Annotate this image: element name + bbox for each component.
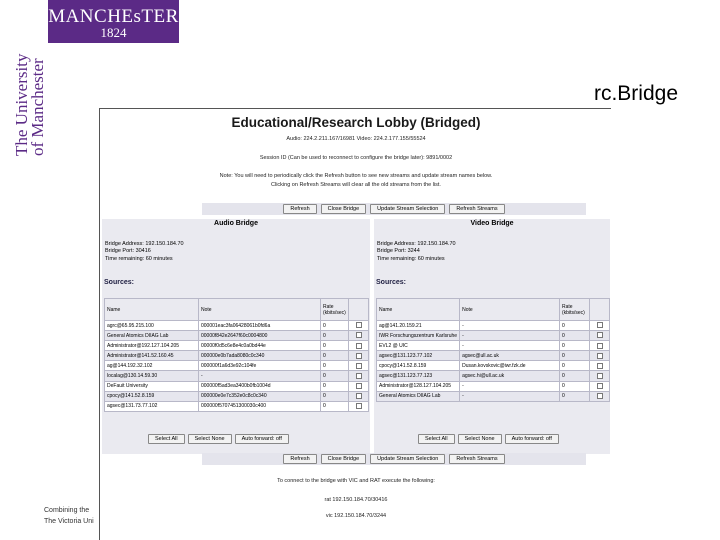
audio-source-note: - xyxy=(199,371,321,381)
audio-source-note: 000000f5ad3ea3400b0fb1004d xyxy=(199,381,321,391)
audio-source-rate: 0 xyxy=(321,401,349,411)
vertical-line-2: of Manchester xyxy=(28,58,47,156)
close-bridge-button[interactable]: Close Bridge xyxy=(321,204,367,214)
video-source-name: agsec@131.123.77.102 xyxy=(377,351,460,361)
video-source-select-cell xyxy=(590,371,610,381)
audio-auto-forward-button[interactable]: Auto forward: off xyxy=(235,434,289,444)
video-source-rate: 0 xyxy=(560,321,590,331)
logo-name: MANCHEsTER xyxy=(48,6,179,27)
audio-source-row xyxy=(105,401,369,411)
bottom-update-stream-selection-button[interactable]: Update Stream Selection xyxy=(370,454,445,464)
video-source-name: cpocy@141.52.8.159 xyxy=(377,361,460,371)
video-source-note: - xyxy=(460,321,560,331)
video-source-rate: 0 xyxy=(560,361,590,371)
audio-select-buttons xyxy=(148,434,289,444)
video-source-note: agsec@ull.ac.uk xyxy=(460,351,560,361)
stream-info: Audio: 224.2.211.167/16981 Video: 224.2.177.155/55524 xyxy=(286,136,426,142)
audio-bridge-port: Bridge Port: 30416 xyxy=(105,248,151,255)
audio-source-note: 000000e0e7c352e0c8c0c340 xyxy=(199,391,321,401)
audio-select-all-button[interactable]: Select All xyxy=(148,434,185,444)
video-bridge-panel xyxy=(374,219,610,454)
session-id: Session ID (Can be used to reconnect to configure the bridge later): 9891/0002 xyxy=(259,155,453,161)
video-source-note: - xyxy=(460,391,560,401)
connect-instructions: To connect to the bridge with VIC and RAT execute the following: xyxy=(277,478,435,484)
audio-col-select xyxy=(349,299,369,321)
audio-source-select-cell xyxy=(349,351,369,361)
audio-source-note: 000000f5707451300030c400 xyxy=(199,401,321,411)
audio-source-select-cell xyxy=(349,381,369,391)
audio-col-note: Note xyxy=(199,299,321,321)
video-source-row xyxy=(377,331,610,341)
audio-source-checkbox[interactable] xyxy=(356,403,362,409)
video-source-row xyxy=(377,391,610,401)
slide-footer xyxy=(44,505,94,527)
video-source-name: General Atomics DIIAG Lab xyxy=(377,391,460,401)
audio-source-row xyxy=(105,391,369,401)
audio-source-rate: 0 xyxy=(321,321,349,331)
video-source-note: - xyxy=(460,381,560,391)
video-source-note: - xyxy=(460,331,560,341)
video-source-checkbox[interactable] xyxy=(597,332,603,338)
video-source-select-cell xyxy=(590,341,610,351)
audio-sources-label: Sources: xyxy=(104,279,134,286)
video-source-row xyxy=(377,371,610,381)
note-line-1: Note: You will need to periodically click the Refresh button to see new streams and update stream names below. xyxy=(219,173,493,179)
audio-source-rate: 0 xyxy=(321,371,349,381)
audio-source-select-cell xyxy=(349,331,369,341)
bottom-refresh-streams-button[interactable]: Refresh Streams xyxy=(449,454,504,464)
audio-source-rate: 0 xyxy=(321,351,349,361)
audio-source-row xyxy=(105,381,369,391)
video-col-select xyxy=(590,299,610,321)
audio-source-select-cell xyxy=(349,391,369,401)
video-source-checkbox[interactable] xyxy=(597,373,603,379)
audio-source-checkbox[interactable] xyxy=(356,373,362,379)
top-button-row xyxy=(202,203,586,215)
video-source-rate: 0 xyxy=(560,391,590,401)
video-source-row xyxy=(377,351,610,361)
university-logo xyxy=(48,0,179,43)
bottom-refresh-button[interactable]: Refresh xyxy=(283,454,316,464)
video-source-rate: 0 xyxy=(560,341,590,351)
bridge-page-screenshot xyxy=(99,108,611,540)
video-bridge-address: Bridge Address: 192.150.184.70 xyxy=(377,241,456,247)
video-source-note: agsec.hi@ull.ac.uk xyxy=(460,371,560,381)
video-bridge-port: Bridge Port: 3244 xyxy=(377,248,420,255)
video-select-all-button[interactable]: Select All xyxy=(418,434,455,444)
video-source-select-cell xyxy=(590,351,610,361)
video-source-select-cell xyxy=(590,321,610,331)
video-source-select-cell xyxy=(590,361,610,371)
video-select-buttons xyxy=(418,434,559,444)
audio-source-row xyxy=(105,341,369,351)
audio-source-rate: 0 xyxy=(321,391,349,401)
video-source-checkbox[interactable] xyxy=(597,322,603,328)
audio-source-checkbox[interactable] xyxy=(356,343,362,349)
audio-source-checkbox[interactable] xyxy=(356,322,362,328)
video-source-row xyxy=(377,341,610,351)
refresh-streams-button[interactable]: Refresh Streams xyxy=(449,204,504,214)
audio-source-name: agrc@65.95.215.100 xyxy=(105,321,199,331)
audio-source-note: 00000f0d5c6e8e4c0a0bd44e xyxy=(199,341,321,351)
video-source-rate: 0 xyxy=(560,351,590,361)
audio-col-rate: Rate (kbits/sec) xyxy=(321,299,349,321)
video-source-row xyxy=(377,321,610,331)
vertical-line-1: The University xyxy=(12,53,31,156)
update-stream-selection-button[interactable]: Update Stream Selection xyxy=(370,204,445,214)
rat-command: rat 192.150.184.70/30416 xyxy=(324,497,388,503)
audio-source-rate: 0 xyxy=(321,331,349,341)
audio-source-row xyxy=(105,361,369,371)
audio-bridge-address: Bridge Address: 192.150.184.70 xyxy=(105,241,184,247)
audio-source-name: General Atomics DIIAG Lab xyxy=(105,331,199,341)
video-sources-label: Sources: xyxy=(376,279,406,286)
refresh-button[interactable]: Refresh xyxy=(283,204,316,214)
audio-source-note: 000000e0b7ada8080c0c340 xyxy=(199,351,321,361)
video-source-note: Dusan.kovskovic@iwr.fzk.de xyxy=(460,361,560,371)
audio-source-select-cell xyxy=(349,401,369,411)
video-select-none-button[interactable]: Select None xyxy=(458,434,502,444)
audio-source-rate: 0 xyxy=(321,341,349,351)
video-source-checkbox[interactable] xyxy=(597,393,603,399)
video-source-checkbox[interactable] xyxy=(597,353,603,359)
audio-source-name: agsec@131.73.77.102 xyxy=(105,401,199,411)
video-col-note: Note xyxy=(460,299,560,321)
audio-source-rate: 0 xyxy=(321,361,349,371)
audio-source-name: DeFauit University xyxy=(105,381,199,391)
audio-bridge-info xyxy=(105,241,184,263)
audio-bridge-panel xyxy=(102,219,370,454)
audio-source-name: ag@144.192.32.102 xyxy=(105,361,199,371)
vertical-university-name xyxy=(14,46,48,156)
audio-source-checkbox[interactable] xyxy=(356,353,362,359)
audio-source-checkbox[interactable] xyxy=(356,363,362,369)
audio-source-select-cell xyxy=(349,321,369,331)
audio-source-checkbox[interactable] xyxy=(356,332,362,338)
bottom-button-row xyxy=(202,453,586,465)
audio-time-remaining: Time remaining: 60 minutes xyxy=(105,255,173,262)
video-source-rate: 0 xyxy=(560,371,590,381)
video-source-row xyxy=(377,381,610,391)
audio-bridge-heading: Audio Bridge xyxy=(214,220,258,227)
audio-source-name: cpocy@141.52.8.159 xyxy=(105,391,199,401)
video-source-name: IWR Forschungszentrum Karlsruhe xyxy=(377,331,460,341)
audio-source-note: 000000f1a6d3e92c104fe xyxy=(199,361,321,371)
video-source-select-cell xyxy=(590,391,610,401)
video-source-name: agsec@131.123.77.123 xyxy=(377,371,460,381)
bottom-close-bridge-button[interactable]: Close Bridge xyxy=(321,454,367,464)
video-source-checkbox[interactable] xyxy=(597,383,603,389)
video-source-rate: 0 xyxy=(560,331,590,341)
audio-col-name: Name xyxy=(105,299,199,321)
video-source-name: Administrator@128.127.104.205 xyxy=(377,381,460,391)
video-time-remaining: Time remaining: 60 minutes xyxy=(377,255,445,262)
logo-year: 1824 xyxy=(100,25,127,40)
audio-select-none-button[interactable]: Select None xyxy=(188,434,232,444)
audio-source-checkbox[interactable] xyxy=(356,393,362,399)
audio-source-select-cell xyxy=(349,341,369,351)
audio-source-row xyxy=(105,321,369,331)
video-source-row xyxy=(377,361,610,371)
audio-source-select-cell xyxy=(349,361,369,371)
footer-line-1: Combining the xyxy=(44,507,90,514)
audio-source-select-cell xyxy=(349,371,369,381)
audio-source-name: localag@130.14.59.30 xyxy=(105,371,199,381)
video-source-name: EVL2 @ UIC xyxy=(377,341,460,351)
page-title: Educational/Research Lobby (Bridged) xyxy=(231,115,481,130)
audio-source-note: 000001eac3fa06428061b0fd6a xyxy=(199,321,321,331)
video-source-select-cell xyxy=(590,381,610,391)
video-sources-table xyxy=(376,298,610,402)
video-source-select-cell xyxy=(590,331,610,341)
audio-source-name: Administrator@192.127.104.205 xyxy=(105,341,199,351)
footer-line-2: The Victoria Uni xyxy=(44,518,94,525)
video-col-name: Name xyxy=(377,299,460,321)
video-source-checkbox[interactable] xyxy=(597,343,603,349)
audio-source-row xyxy=(105,371,369,381)
audio-source-rate: 0 xyxy=(321,381,349,391)
video-source-rate: 0 xyxy=(560,381,590,391)
note-line-2: Clicking on Refresh Streams will clear all the old streams from the list. xyxy=(271,182,441,188)
video-bridge-info xyxy=(377,241,456,263)
audio-sources-table xyxy=(104,298,369,412)
video-bridge-heading: Video Bridge xyxy=(470,220,514,227)
audio-source-checkbox[interactable] xyxy=(356,383,362,389)
audio-source-row xyxy=(105,351,369,361)
video-auto-forward-button[interactable]: Auto forward: off xyxy=(505,434,559,444)
slide-title: rc.Bridge xyxy=(593,82,678,105)
video-source-name: ag@141.20.159.21 xyxy=(377,321,460,331)
audio-source-row xyxy=(105,331,369,341)
audio-source-note: 00000f842e2647f60c0004800 xyxy=(199,331,321,341)
video-source-checkbox[interactable] xyxy=(597,363,603,369)
video-source-note: - xyxy=(460,341,560,351)
video-col-rate: Rate (kbits/sec) xyxy=(560,299,590,321)
vic-command: vic 192.150.184.70/3244 xyxy=(325,513,387,519)
audio-source-name: Administrator@141.52.160.45 xyxy=(105,351,199,361)
